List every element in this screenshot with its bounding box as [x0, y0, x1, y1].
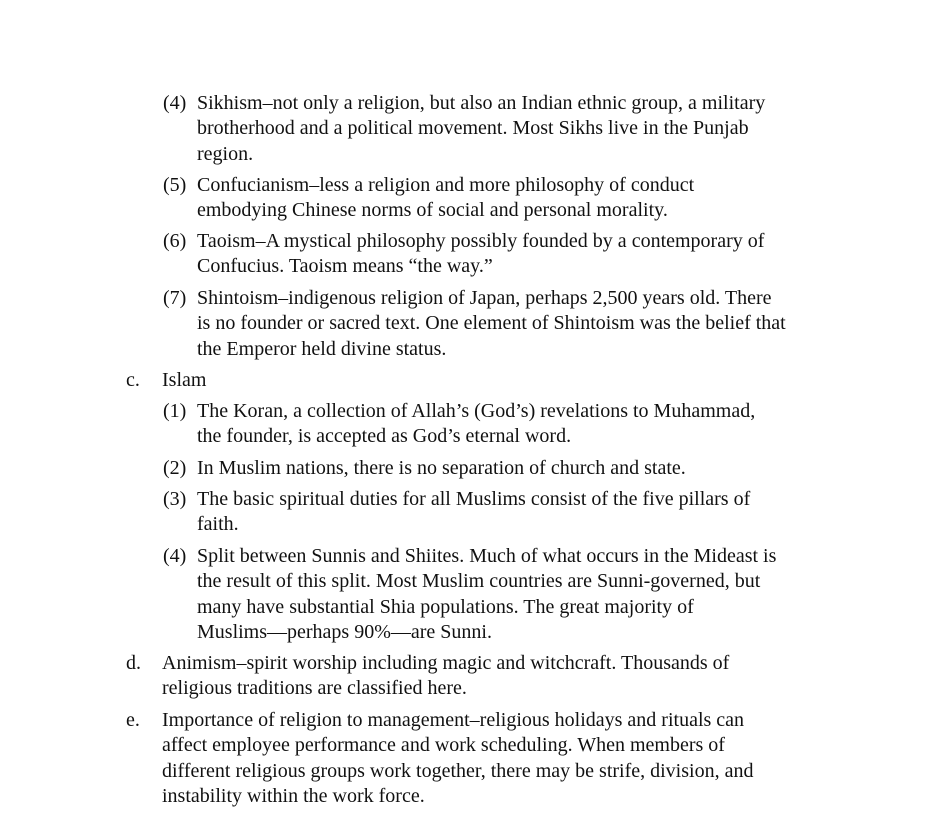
- text-line: the Emperor held divine status.: [197, 337, 447, 360]
- text-line: Sikhism–not only a religion, but also an Indian ethnic group, a military: [197, 92, 766, 114]
- text-line: Muslims—perhaps 90%—are Sunni.: [197, 620, 492, 643]
- item-number: (5): [163, 174, 187, 196]
- text-line: The Koran, a collection of Allah’s (God’s) revelations to Muhammad,: [197, 400, 756, 422]
- text-line: Animism–spirit worship including magic and witchcraft. Thousands of: [162, 652, 730, 674]
- text-line: Shintoism–indigenous religion of Japan, perhaps 2,500 years old. There: [197, 287, 772, 309]
- text-line: Split between Sunnis and Shiites. Much of what occurs in the Mideast is: [197, 545, 777, 567]
- item-text: [162, 708, 753, 809]
- text-line: the founder, is accepted as God’s eternal word.: [197, 425, 572, 448]
- text-line: is no founder or sacred text. One element of Shintoism was the belief that: [197, 312, 786, 335]
- item-text: [197, 456, 686, 481]
- text-line: many have substantial Shia populations. The great majority of: [197, 595, 694, 618]
- text-line: instability within the work force.: [162, 784, 425, 807]
- item-letter: e.: [126, 709, 140, 731]
- text-line: brotherhood and a political movement. Most Sikhs live in the Punjab: [197, 117, 749, 140]
- item-text: [197, 173, 694, 224]
- item-text: [197, 487, 750, 538]
- item-number: (6): [163, 230, 187, 252]
- text-line: Importance of religion to management–religious holidays and rituals can: [162, 709, 745, 731]
- item-number: (3): [163, 488, 187, 510]
- text-line: religious traditions are classified here.: [162, 677, 467, 700]
- text-line: the result of this split. Most Muslim countries are Sunni-governed, but: [197, 570, 761, 593]
- item-text: [197, 229, 764, 280]
- text-line: Islam: [162, 369, 207, 391]
- text-line: affect employee performance and work scheduling. When members of: [162, 734, 725, 757]
- item-number: (4): [163, 92, 187, 114]
- item-text: [162, 651, 729, 702]
- item-number: (4): [163, 545, 187, 567]
- text-line: embodying Chinese norms of social and personal morality.: [197, 199, 668, 222]
- item-letter: d.: [126, 652, 141, 674]
- item-text: [197, 399, 755, 450]
- text-line: Taoism–A mystical philosophy possibly founded by a contemporary of: [197, 230, 765, 252]
- text-line: faith.: [197, 513, 239, 536]
- item-letter: c.: [126, 369, 140, 391]
- item-text: [197, 544, 776, 645]
- text-line: The basic spiritual duties for all Muslims consist of the five pillars of: [197, 488, 751, 510]
- item-number: (2): [163, 457, 187, 479]
- text-line: different religious groups work together, there may be strife, division, and: [162, 759, 754, 782]
- item-number: (1): [163, 400, 187, 422]
- text-line: Confucius. Taoism means “the way.”: [197, 255, 493, 278]
- text-line: Confucianism–less a religion and more philosophy of conduct: [197, 174, 695, 196]
- item-text: [197, 286, 786, 362]
- text-line: region.: [197, 142, 254, 165]
- item-text: [162, 368, 206, 393]
- text-line: In Muslim nations, there is no separation of church and state.: [197, 457, 686, 479]
- item-number: (7): [163, 287, 187, 309]
- item-text: [197, 91, 765, 167]
